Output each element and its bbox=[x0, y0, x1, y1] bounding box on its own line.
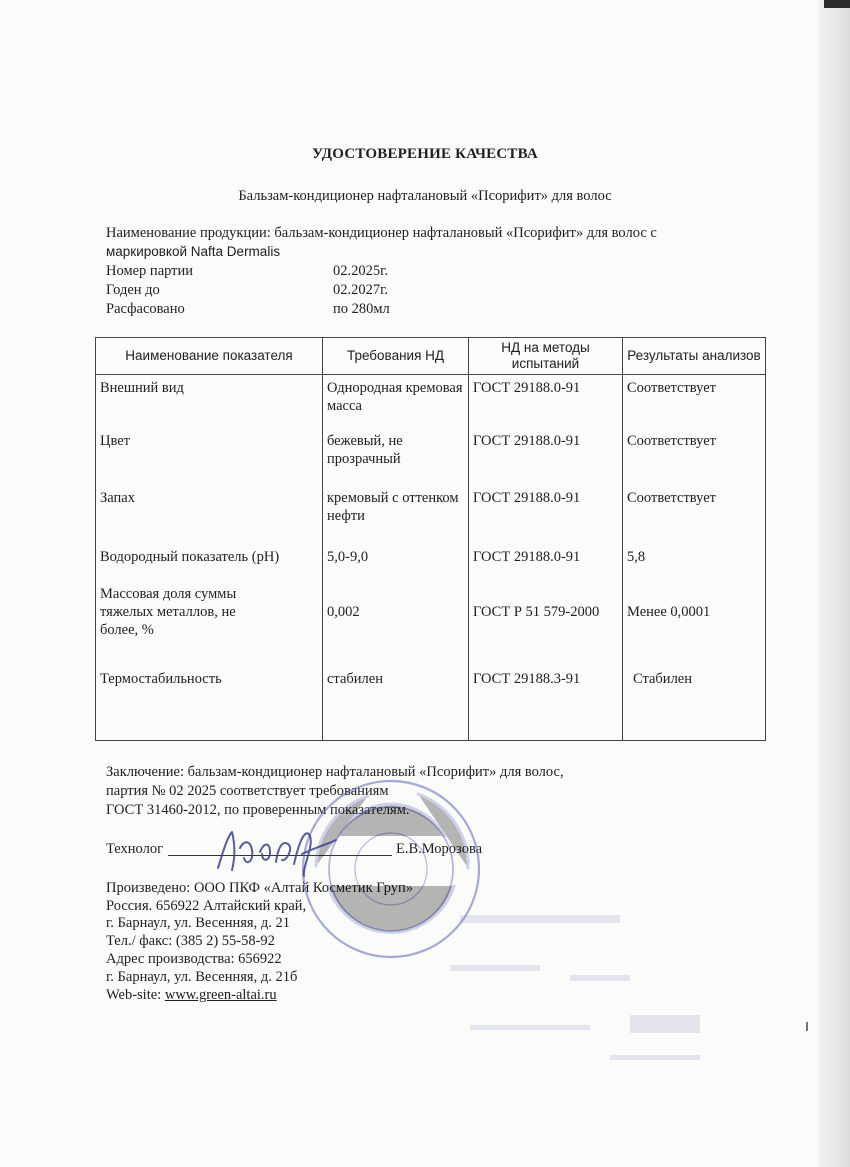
cell-method: ГОСТ 29188.3-91 bbox=[473, 670, 581, 687]
table-row bbox=[96, 585, 766, 670]
producer-line5: Адрес производства: 656922 bbox=[106, 951, 282, 967]
cell-requirement: Однородная кремовая масса bbox=[327, 380, 463, 414]
table-row bbox=[96, 489, 766, 548]
producer-website-line bbox=[106, 987, 277, 1003]
batch-label: Номер партии bbox=[106, 263, 194, 279]
signoff-role: Технолог bbox=[106, 841, 164, 857]
cell-result: Соответствует bbox=[627, 380, 716, 396]
cell-indicator: Внешний вид bbox=[100, 380, 184, 396]
cell-method: ГОСТ Р 51 579-2000 bbox=[473, 603, 600, 620]
signoff-name: Е.В.Морозова bbox=[396, 841, 483, 857]
quality-table bbox=[95, 337, 766, 741]
scan-mark bbox=[806, 1022, 808, 1031]
table-header-row bbox=[96, 338, 766, 375]
producer-line3: г. Барнаул, ул. Весенняя, д. 21 bbox=[106, 915, 290, 931]
header-requirement: Требования НД bbox=[323, 338, 469, 375]
product-name-line1: Наименование продукции: бальзам-кондиционер нафталановый «Псорифит» для волос с bbox=[106, 225, 657, 241]
conclusion-line2: партия № 02 2025 соответствует требованиям bbox=[106, 783, 389, 799]
cell-method: ГОСТ 29188.0-91 bbox=[473, 489, 581, 506]
website-link[interactable]: www.green-altai.ru bbox=[164, 987, 277, 1003]
cell-result: 5,8 bbox=[627, 548, 646, 565]
producer-line1: Произведено: ООО ПКФ «Алтай Косметик Груп» bbox=[106, 880, 414, 896]
table-row bbox=[96, 432, 766, 489]
cell-result: Соответствует bbox=[627, 489, 716, 506]
cell-result: Стабилен bbox=[633, 670, 692, 687]
header-indicator: Наименование показателя bbox=[96, 338, 323, 375]
cell-requirement: стабилен bbox=[327, 670, 383, 687]
cell-method: ГОСТ 29188.0-91 bbox=[473, 380, 581, 396]
table-row bbox=[96, 375, 766, 432]
table-row bbox=[96, 548, 766, 585]
table-row bbox=[96, 670, 766, 741]
cell-indicator: Водородный показатель (рН) bbox=[100, 548, 280, 565]
cell-result: Соответствует bbox=[627, 432, 716, 449]
producer-line2: Россия. 656922 Алтайский край, bbox=[106, 898, 307, 914]
expiry-label: Годен до bbox=[106, 282, 160, 298]
header-result: Результаты анализов bbox=[623, 338, 766, 375]
producer-line6: г. Барнаул, ул. Весенняя, д. 21б bbox=[106, 969, 298, 985]
cell-method: ГОСТ 29188.0-91 bbox=[473, 432, 581, 449]
cell-indicator: Цвет bbox=[100, 432, 131, 449]
document-title: УДОСТОВЕРЕНИЕ КАЧЕСТВА bbox=[312, 146, 538, 162]
cell-requirement: бежевый, не прозрачный bbox=[327, 432, 403, 467]
batch-value: 02.2025г. bbox=[333, 263, 389, 279]
header-method: НД на методы испытаний bbox=[469, 338, 623, 375]
page-edge bbox=[818, 0, 850, 1167]
cell-result: Менее 0,0001 bbox=[627, 603, 711, 620]
cell-indicator: Термостабильность bbox=[100, 670, 222, 687]
producer-line4: Тел./ факс: (385 2) 55-58-92 bbox=[106, 933, 275, 949]
scan-corner bbox=[824, 0, 850, 8]
cell-method: ГОСТ 29188.0-91 bbox=[473, 548, 581, 565]
cell-requirement: 5,0-9,0 bbox=[327, 548, 369, 565]
cell-requirement: 0,002 bbox=[327, 603, 360, 620]
website-label: Web-site: bbox=[106, 987, 165, 1003]
expiry-value: 02.2027г. bbox=[333, 282, 389, 298]
packed-value: по 280мл bbox=[333, 301, 390, 317]
cell-requirement: кремовый с оттенком нефти bbox=[327, 489, 459, 524]
cell-indicator: Запах bbox=[100, 489, 135, 506]
packed-label: Расфасовано bbox=[106, 301, 185, 317]
show-through-marks bbox=[430, 905, 730, 1135]
document-subtitle: Бальзам-кондиционер нафталановый «Псорифит» для волос bbox=[238, 188, 612, 204]
product-name-line2: маркировкой Nafta Dermalis bbox=[106, 244, 281, 259]
conclusion-line1: Заключение: бальзам-кондиционер нафталановый «Псорифит» для волос, bbox=[106, 764, 564, 780]
conclusion-line3: ГОСТ 31460-2012, по проверенным показателям. bbox=[106, 802, 410, 818]
cell-indicator: Массовая доля суммы тяжелых металлов, не более, % bbox=[100, 585, 237, 638]
signature bbox=[210, 818, 340, 888]
